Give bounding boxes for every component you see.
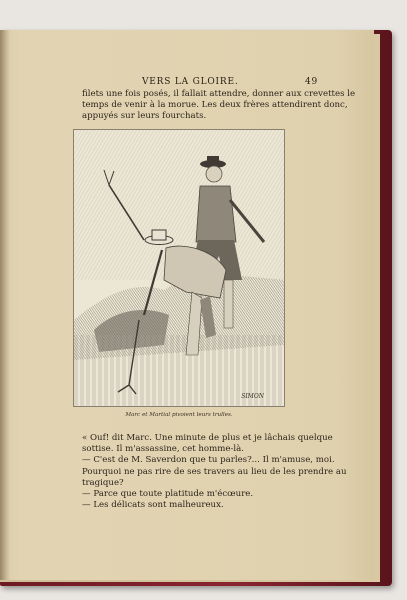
text-line: — Les délicats sont malheureux. <box>82 500 224 511</box>
page-number: 49 <box>304 77 318 87</box>
paragraph-bottom <box>82 433 347 511</box>
text-line: « Ouf! dit Marc. Une minute de plus et je lâchais quelque <box>82 433 333 443</box>
running-title: VERS LA GLOIRE. <box>142 77 239 87</box>
text-line: — Parce que toute platitude m'écœure. <box>82 489 254 500</box>
figure-caption: Marc et Martial pivoient leurs trulles. <box>125 412 233 418</box>
paragraph-top <box>82 89 356 123</box>
running-header <box>14 77 318 89</box>
text-line: temps de venir à la morue. Les deux frères attendirent donc, <box>82 100 348 111</box>
text-line: Pourquoi ne pas rire de ses travers au lieu de les prendre au <box>82 466 347 477</box>
page-gutter <box>0 30 10 580</box>
artist-signature: SIMON <box>241 393 264 400</box>
illustration <box>73 129 285 407</box>
text-line: — C'est de M. Saverdon que tu parles?... Il m'amuse, moi. <box>82 455 335 466</box>
text-line: appuyés sur leurs fourchats. <box>82 111 207 122</box>
text-line: sottise. Il m'assassine, cet homme-là. <box>82 444 244 455</box>
text-line: tragique? <box>82 477 124 488</box>
text-line: filets une fois posés, il fallait attendre, donner aux crevettes le <box>82 89 356 99</box>
engraving-image <box>74 130 284 406</box>
